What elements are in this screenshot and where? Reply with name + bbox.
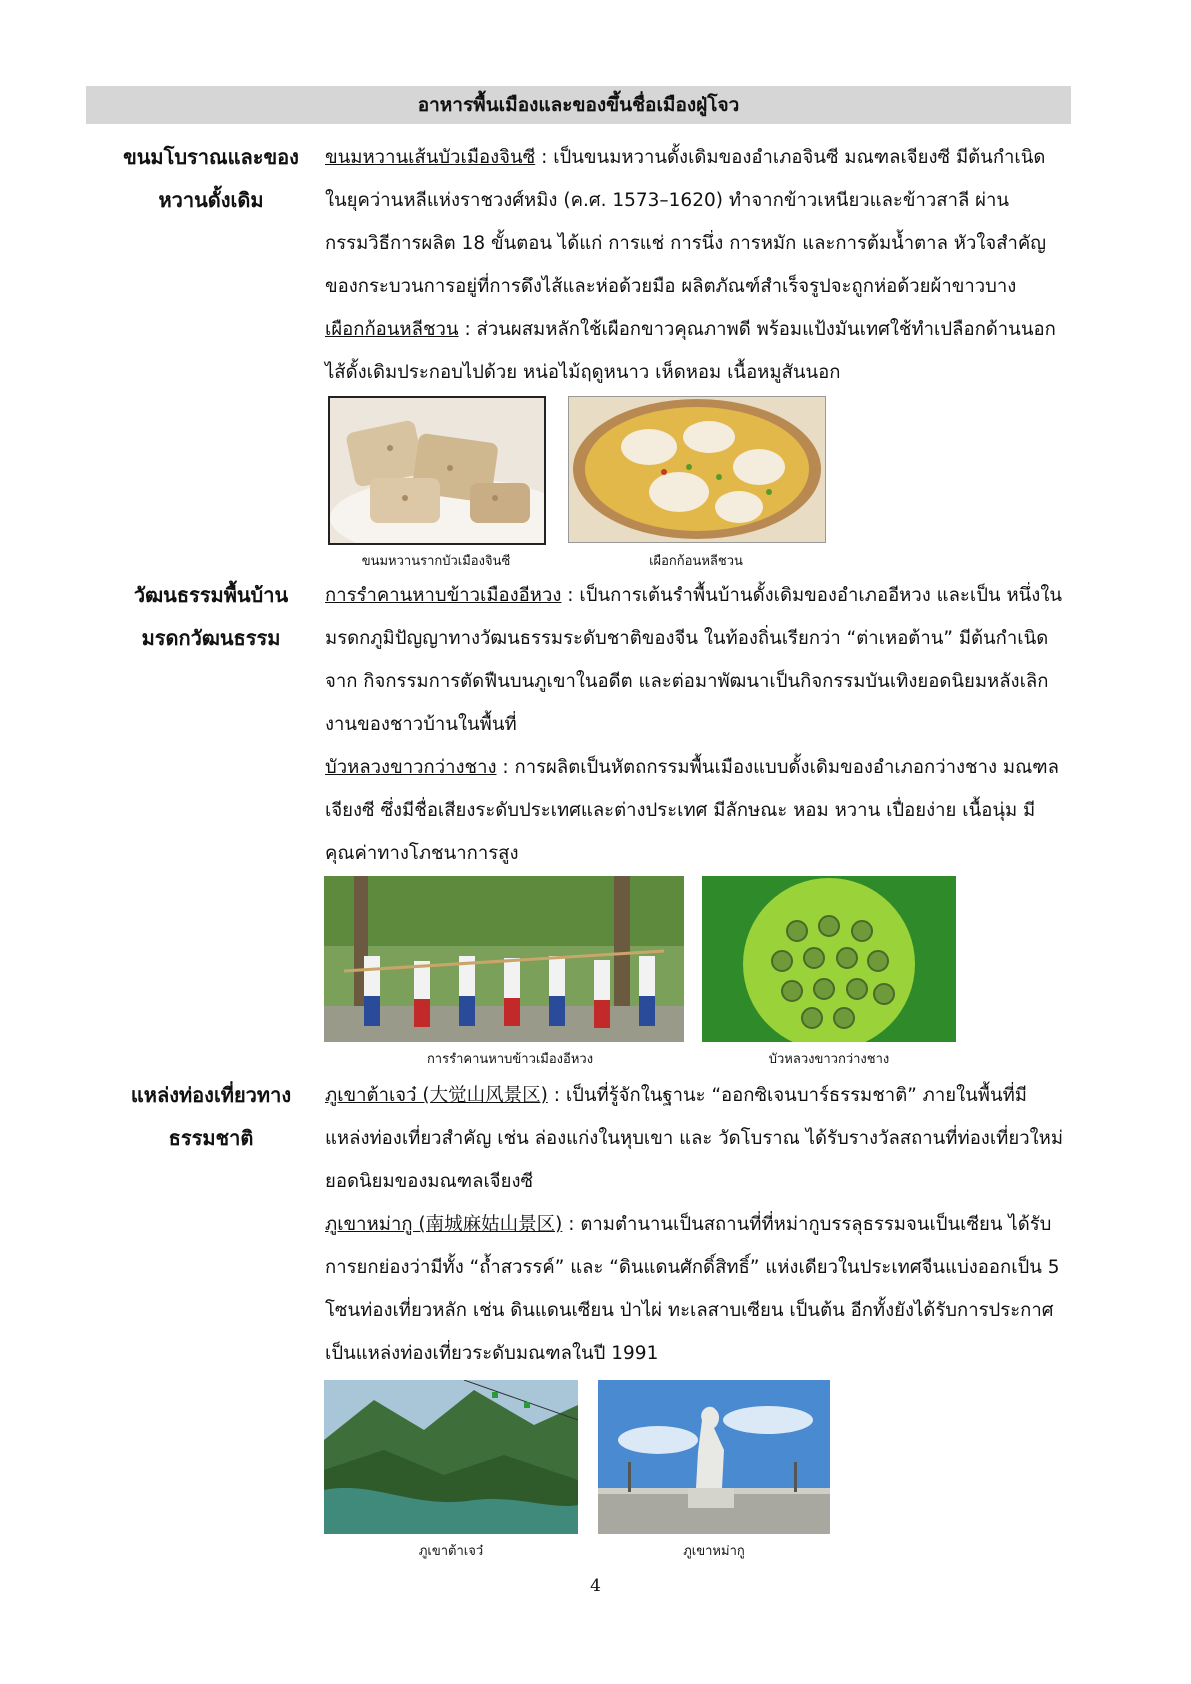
page-number: 4 xyxy=(590,1576,601,1596)
section-body xyxy=(325,1074,1065,1375)
item-title: ภูเขาต้าเจว๋ (大觉山风景区) xyxy=(325,1085,548,1106)
item-title: ขนมหวานเส้นบัวเมืองจินซี xyxy=(325,147,536,168)
item-paragraph: ภูเขาต้าเจว๋ (大觉山风景区) : เป็นที่รู้จักในฐานะ “ออกซิเจนบาร์ธรรมชาติ” ภายในพื้นที่มีแหล่งท่องเที่ยวสำคัญ เช่น ล่องแก่งในหุบเขา และ วัดโบราณ ได้รับรางวัลสถานที่ท่องเที่ยวใหม่ยอดนิยมของมณฑลเจียงซี xyxy=(325,1085,1064,1192)
white-lotus-photo xyxy=(702,876,956,1042)
item-title: ภูเขาหม่ากู (南城麻姑山景区) xyxy=(325,1214,563,1235)
taro-ball-photo xyxy=(568,396,826,543)
photo-caption: การรำคานหาบข้าวเมืองอีหวง xyxy=(426,1052,594,1067)
item-title: บัวหลวงขาวกว่างชาง xyxy=(325,757,497,778)
item-paragraph: การรำคานหาบข้าวเมืองอีหวง : เป็นการเต้นรำพื้นบ้านดั้งเดิมของอำเภออีหวง และเป็น หนึ่งในมรดกภูมิปัญญาทางวัฒนธรรมระดับชาติของจีน ในท้องถิ่นเรียกว่า “ต่าเหอต้าน” มีต้นกำเนิดจาก กิจกรรมการตัดฟืนบนภูเขาในอดีต และต่อมาพัฒนาเป็นกิจกรรมบันเทิงยอดนิยมหลังเลิกงานของชาวบ้านในพื้นที่ xyxy=(325,585,1063,735)
photo-caption: ภูเขาต้าเจว๋ xyxy=(418,1544,484,1559)
section-label: ขนมโบราณและของ หวานดั้งเดิม xyxy=(123,145,299,212)
photo-caption: บัวหลวงขาวกว่างชาง xyxy=(768,1052,890,1067)
photo-caption: เผือกก้อนหลีชวน xyxy=(649,554,743,569)
magu-mountain-photo xyxy=(598,1380,830,1534)
photo-caption: ขนมหวานรากบัวเมืองจินซี xyxy=(361,554,511,569)
header-title: อาหารพื้นเมืองและของขึ้นชื่อเมืองฝู่โจว xyxy=(417,94,740,116)
section-label: วัฒนธรรมพื้นบ้าน มรดกวัฒนธรรม xyxy=(133,583,289,650)
section-body xyxy=(325,136,1065,394)
folk-dance-photo xyxy=(324,876,684,1042)
item-paragraph: เผือกก้อนหลีชวน : ส่วนผสมหลักใช้เผือกขาวคุณภาพดี พร้อมแป้งมันเทศใช้ทำเปลือกด้านนอก ไส้ดั้งเดิมประกอบไปด้วย หน่อไม้ฤดูหนาว เห็ดหอม เนื้อหมูสันนอก xyxy=(325,319,1056,383)
item-title: การรำคานหาบข้าวเมืองอีหวง xyxy=(325,585,562,606)
item-title: เผือกก้อนหลีชวน xyxy=(325,319,459,340)
section-body xyxy=(325,574,1065,875)
photo-caption: ภูเขาหม่ากู xyxy=(683,1544,745,1559)
dajue-mountain-photo xyxy=(324,1380,578,1534)
item-paragraph: ภูเขาหม่ากู (南城麻姑山景区) : ตามตำนานเป็นสถานที่ที่หม่ากูบรรลุธรรมจนเป็นเซียน ได้รับการยกย่องว่ามีทั้ง “ถ้ำสวรรค์” และ “ดินแดนศักดิ์สิทธิ์” แห่งเดียวในประเทศจีนแบ่งออกเป็น 5 โซนท่องเที่ยวหลัก เช่น ดินแดนเซียน ป่าไผ่ ทะเลสาบเซียน เป็นต้น อีกทั้งยังได้รับการประกาศเป็นแหล่งท่องเที่ยวระดับมณฑลในปี 1991 xyxy=(325,1214,1060,1364)
item-paragraph: บัวหลวงขาวกว่างชาง : การผลิตเป็นหัตถกรรมพื้นเมืองแบบดั้งเดิมของอำเภอกว่างชาง มณฑลเจียงซี ซึ่งมีชื่อเสียงระดับประเทศและต่างประเทศ มีลักษณะ หอม หวาน เปื่อยง่าย เนื้อนุ่ม มีคุณค่าทางโภชนาการสูง xyxy=(325,757,1059,864)
item-paragraph: ขนมหวานเส้นบัวเมืองจินซี : เป็นขนมหวานดั้งเดิมของอำเภอจินซี มณฑลเจียงซี มีต้นกำเนิดในยุคว่านหลีแห่งราชวงศ์หมิง (ค.ศ. 1573–1620) ทำจากข้าวเหนียวและข้าวสาลี ผ่านกรรมวิธีการผลิต 18 ขั้นตอน ได้แก่ การแช่ การนึ่ง การหมัก และการต้มน้ำตาล หัวใจสำคัญของกระบวนการอยู่ที่การดึงไส้และห่อด้วยมือ ผลิตภัณฑ์สำเร็จรูปจะถูกห่อด้วยผ้าขาวบาง xyxy=(325,147,1047,297)
section-label: แหล่งท่องเที่ยวทาง ธรรมชาติ xyxy=(130,1083,292,1150)
page-header xyxy=(86,86,1071,124)
lotus-root-sweet-photo xyxy=(328,396,546,545)
